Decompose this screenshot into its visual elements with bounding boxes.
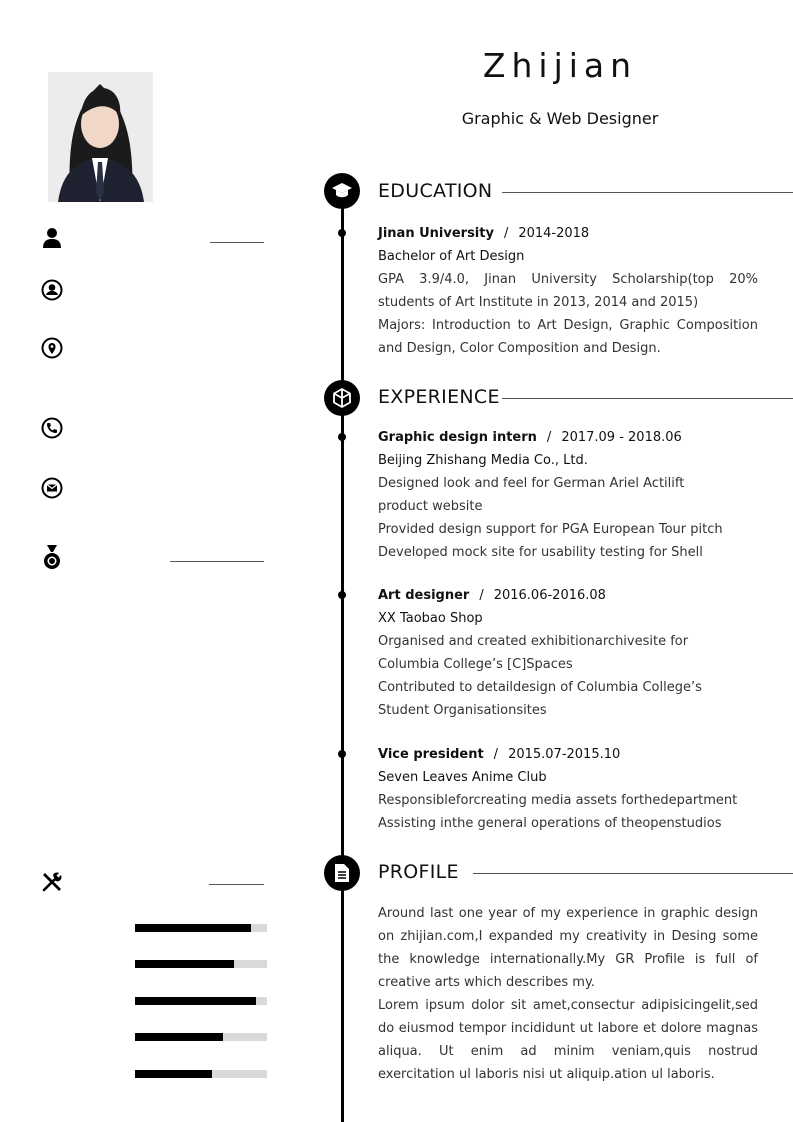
section-divider <box>473 873 793 874</box>
job-role: Graphic design intern <box>378 430 537 445</box>
sidebar-divider <box>210 242 264 243</box>
sidebar-divider <box>209 884 264 885</box>
timeline-dot <box>338 591 346 599</box>
skill-bar <box>135 924 267 932</box>
medal-icon <box>40 546 64 570</box>
user-circle-icon <box>40 278 64 302</box>
job-role: Art designer <box>378 588 470 603</box>
graduation-cap-icon <box>324 173 360 209</box>
job-detail: Provided design support for PGA European Tour pitch <box>378 522 723 537</box>
job-detail: Responsibleforcreating media assets forthedepartment <box>378 793 738 808</box>
job-company: XX Taobao Shop <box>378 611 483 626</box>
skill-bar-fill <box>135 1070 212 1078</box>
school-name: Jinan University <box>378 226 494 241</box>
job-detail: Assisting inthe general operations of theopenstudios <box>378 816 722 831</box>
job-company: Beijing Zhishang Media Co., Ltd. <box>378 453 588 468</box>
document-icon <box>324 855 360 891</box>
location-icon <box>40 336 64 360</box>
skill-bar-fill <box>135 1033 223 1041</box>
job-title: Graphic & Web Designer <box>461 109 659 128</box>
skill-bar-fill <box>135 960 234 968</box>
degree: Bachelor of Art Design <box>378 249 525 264</box>
job-period: 2017.09 - 2018.06 <box>561 430 682 445</box>
person-photo-icon <box>48 72 153 202</box>
skill-bar <box>135 997 267 1005</box>
profile-paragraph: Around last one year of my experience in graphic design on zhijian.com,I expanded my creativity in Desing some the knowledge internationally.My GR Profile is full of creative arts which describes my. <box>378 906 758 990</box>
education-title: EDUCATION <box>378 180 493 202</box>
job-role: Vice president <box>378 747 484 762</box>
job-entry: Vice president / 2015.07-2015.10 Seven Leaves Anime Club Responsibleforcreating media assets forthedepartment Assisting inthe general operations of theopenstudios <box>378 743 758 835</box>
cube-icon <box>324 380 360 416</box>
skill-bar <box>135 1033 267 1041</box>
skill-bar <box>135 1070 267 1078</box>
sidebar-divider <box>170 561 264 562</box>
job-detail: Organised and created exhibitionarchivesite for Columbia College’s [C]Spaces <box>378 634 689 672</box>
mail-icon <box>40 476 64 500</box>
timeline-dot <box>338 433 346 441</box>
profile-paragraph: Lorem ipsum dolor sit amet,consectur adipisicingelit,sed do eiusmod tempor incididunt ut labore et dolore magnas aliqua. Ut enim ad minim veniam,quis nostrud exercitation ul laboris nisi ut aliquip.ation ul laboris. <box>378 998 758 1082</box>
timeline-dot <box>338 229 346 237</box>
job-company: Seven Leaves Anime Club <box>378 770 547 785</box>
job-detail: Designed look and feel for German Ariel Actilift product website <box>378 476 685 514</box>
majors-text: Majors: Introduction to Art Design, Graphic Composition and Design, Color Composition and Design. <box>378 318 758 356</box>
profile-text <box>378 902 758 1086</box>
skill-bar <box>135 960 267 968</box>
skill-bar-fill <box>135 924 251 932</box>
experience-title: EXPERIENCE <box>378 386 500 408</box>
skill-bar-fill <box>135 997 256 1005</box>
job-period: 2016.06-2016.08 <box>493 588 606 603</box>
section-divider <box>502 192 793 193</box>
education-period: 2014-2018 <box>518 226 590 241</box>
job-detail: Developed mock site for usability testing for Shell <box>378 545 703 560</box>
user-icon <box>40 226 64 250</box>
profile-photo <box>48 72 153 202</box>
job-detail: Contributed to detaildesign of Columbia College’s Student Organisationsites <box>378 680 702 718</box>
timeline-dot <box>338 750 346 758</box>
job-entry: Art designer / 2016.06-2016.08 XX Taobao Shop Organised and created exhibitionarchivesite for Columbia College’s [C]Spaces Contributed to detaildesign of Columbia College’s Student Organisationsites <box>378 584 758 722</box>
section-divider <box>502 398 793 399</box>
gpa-text: GPA 3.9/4.0, Jinan University Scholarship(top 20% students of Art Institute in 2013, 2014 and 2015) <box>378 272 758 310</box>
phone-icon <box>40 416 64 440</box>
profile-title: PROFILE <box>378 861 459 883</box>
candidate-name: Zhijian <box>482 46 638 85</box>
tools-icon <box>40 870 64 894</box>
job-period: 2015.07-2015.10 <box>508 747 621 762</box>
timeline-line <box>341 205 344 1122</box>
job-entry: Graphic design intern / 2017.09 - 2018.06 Beijing Zhishang Media Co., Ltd. Designed look and feel for German Ariel Actilift product website Provided design support for PGA European Tour pitch Developed mock site for usability testing for Shell <box>378 426 758 564</box>
education-entry: Jinan University / 2014-2018 Bachelor of Art Design GPA 3.9/4.0, Jinan University Scholarship(top 20% students of Art Institute in 2013, 2014 and 2015) Majors: Introduction to Art Design, Graphic Composition and Design, Color Composition and Design. <box>378 222 758 360</box>
